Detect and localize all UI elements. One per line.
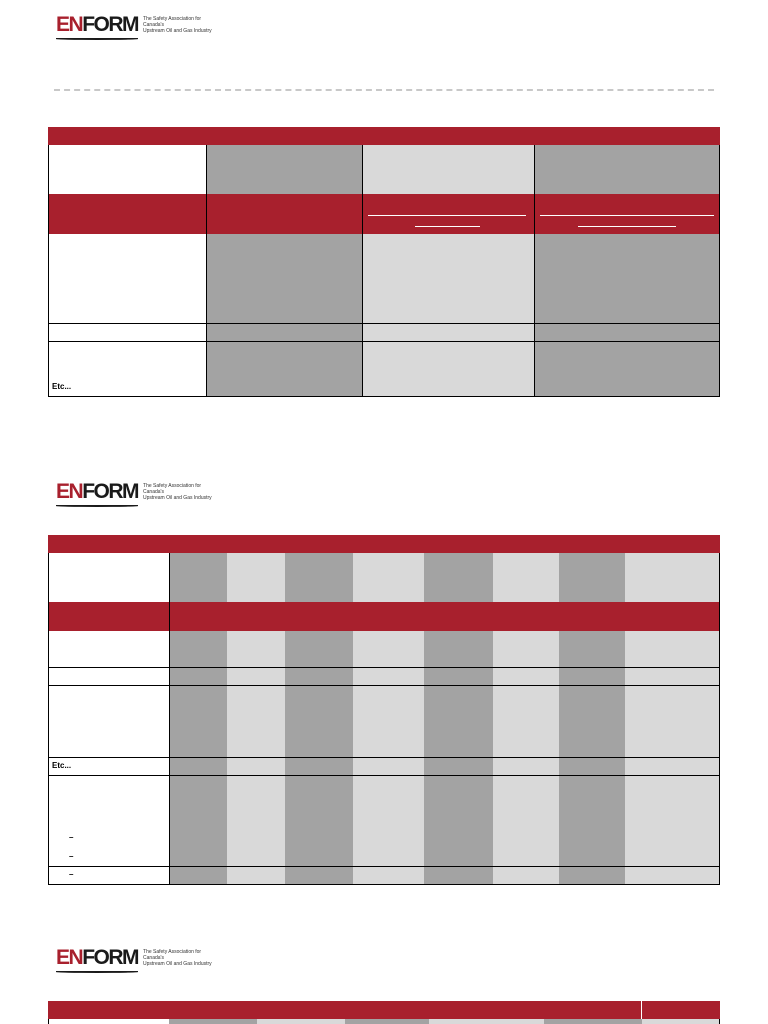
table-1-title-bar xyxy=(48,127,720,145)
table-1-subheader-row xyxy=(48,194,720,234)
logo-tagline: The Safety Association for Canada's Upstream Oil and Gas Industry xyxy=(143,16,212,34)
table-2-title-bar xyxy=(48,535,720,553)
enform-logo xyxy=(56,948,223,968)
table-3 xyxy=(48,1001,720,1024)
table-1-header-cell xyxy=(362,145,534,194)
etc-label: Etc... xyxy=(52,761,72,770)
enform-logo xyxy=(56,482,223,502)
dashed-divider xyxy=(54,89,714,91)
table-1-header-cell xyxy=(534,145,720,194)
logo-wordmark: ENFORM xyxy=(56,15,138,35)
logo-tagline: The Safety Association for Canada's Upstream Oil and Gas Industry xyxy=(143,949,212,967)
table-2-subheader-row xyxy=(48,602,720,631)
table-3-title-bar xyxy=(48,1001,720,1019)
enform-logo xyxy=(56,15,223,35)
table-1-header-cell xyxy=(206,145,362,194)
dash-marker: – xyxy=(69,833,74,842)
logo-wordmark: ENFORM xyxy=(56,948,138,968)
dash-marker: – xyxy=(69,870,74,879)
table-1 xyxy=(48,127,720,397)
table-2 xyxy=(48,535,720,885)
logo-tagline: The Safety Association for Canada's Upstream Oil and Gas Industry xyxy=(143,483,212,501)
logo-wordmark: ENFORM xyxy=(56,482,138,502)
etc-label: Etc... xyxy=(52,382,72,391)
dash-marker: – xyxy=(69,852,74,861)
